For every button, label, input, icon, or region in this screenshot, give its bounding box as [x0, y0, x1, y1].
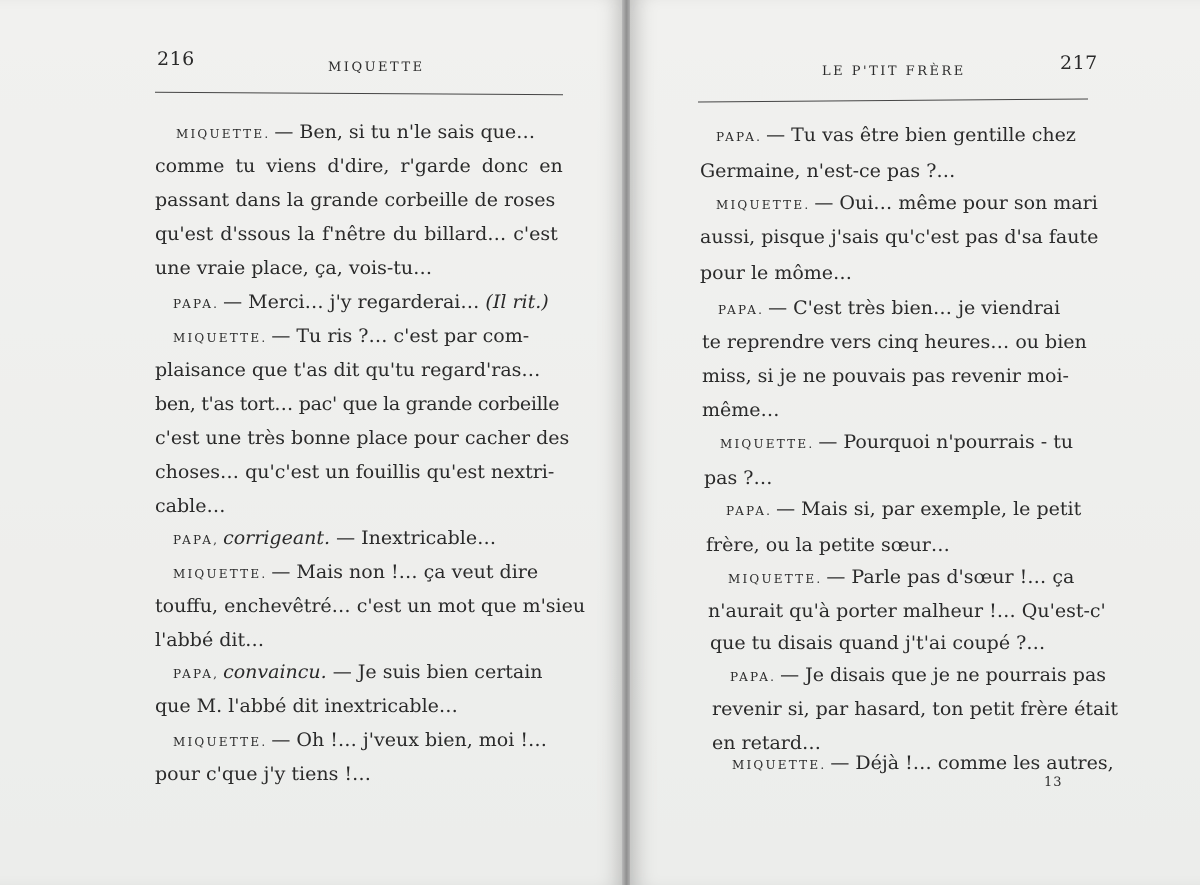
text-line: frère, ou la petite sœur…: [706, 534, 950, 556]
text-line: PAPA. — Mais si, par exemple, le petit: [726, 498, 1082, 520]
text-line: PAPA. — C'est très bien… je viendrai: [718, 297, 1061, 319]
text-line: pour c'que j'y tiens !…: [155, 763, 372, 785]
text-line: MIQUETTE. — Parle pas d'sœur !… ça: [728, 566, 1075, 588]
signature-mark: 13: [1044, 775, 1063, 790]
text-line: l'abbé dit…: [155, 629, 265, 651]
text-line: revenir si, par hasard, ton petit frère était: [712, 698, 1119, 720]
text-line: même…: [702, 399, 780, 421]
header-rule: [698, 98, 1088, 102]
text-line: MIQUETTE. — Oui… même pour son mari: [716, 192, 1098, 214]
text-line: MIQUETTE. — Mais non !… ça veut dire: [173, 561, 539, 583]
text-line: MIQUETTE. — Oh !… j'veux bien, moi !…: [173, 729, 548, 751]
right-page: [630, 0, 1200, 885]
text-line: aussi, pisque j'sais qu'c'est pas d'sa faute: [700, 226, 1099, 248]
text-line: te reprendre vers cinq heures… ou bien: [702, 331, 1087, 353]
text-line: comme tu viens d'dire, r'garde donc en: [155, 155, 563, 177]
text-line: Germaine, n'est-ce pas ?…: [700, 160, 956, 182]
text-line: PAPA. — Je disais que je ne pourrais pas: [730, 664, 1107, 686]
text-line: ben, t'as tort… pac' que la grande corbeille: [155, 393, 560, 415]
text-line: qu'est d'ssous la f'nêtre du billard… c'est: [155, 223, 558, 245]
text-line: que tu disais quand j't'ai coupé ?…: [710, 632, 1046, 654]
text-line: que M. l'abbé dit inextricable…: [155, 695, 458, 717]
running-head: MIQUETTE: [328, 60, 425, 75]
text-line: PAPA, corrigeant. — Inextricable…: [173, 527, 497, 549]
text-line: MIQUETTE. — Pourquoi n'pourrais - tu: [720, 431, 1074, 453]
text-line: PAPA. — Merci… j'y regarderai… (Il rit.): [173, 291, 549, 313]
running-head: LE P'TIT FRÈRE: [822, 64, 966, 79]
text-line: une vraie place, ça, vois-tu…: [155, 257, 433, 279]
text-line: PAPA. — Tu vas être bien gentille chez: [716, 124, 1076, 146]
header-rule: [155, 92, 563, 95]
text-line: miss, si je ne pouvais pas revenir moi-: [702, 365, 1069, 387]
text-line: en retard…: [712, 732, 822, 754]
text-line: pour le môme…: [700, 262, 853, 284]
text-line: MIQUETTE. — Tu ris ?… c'est par com-: [173, 325, 530, 347]
text-line: touffu, enchevêtré… c'est un mot que m'sieu: [155, 595, 586, 617]
text-line: MIQUETTE. — Ben, si tu n'le sais que…: [176, 121, 536, 143]
text-line: PAPA, convaincu. — Je suis bien certain: [173, 661, 543, 683]
text-line: passant dans la grande corbeille de roses: [155, 189, 556, 211]
page-number: 216: [157, 48, 195, 70]
text-line: c'est une très bonne place pour cacher des: [155, 427, 570, 449]
text-line: pas ?…: [704, 467, 773, 489]
text-line: MIQUETTE. — Déjà !… comme les autres,: [732, 752, 1114, 774]
text-line: cable…: [155, 495, 226, 517]
text-line: n'aurait qu'à porter malheur !… Qu'est-c': [708, 600, 1106, 622]
text-line: choses… qu'c'est un fouillis qu'est nextri-: [155, 461, 555, 483]
page-number: 217: [1060, 52, 1098, 74]
text-line: plaisance que t'as dit qu'tu regard'ras…: [155, 359, 541, 381]
